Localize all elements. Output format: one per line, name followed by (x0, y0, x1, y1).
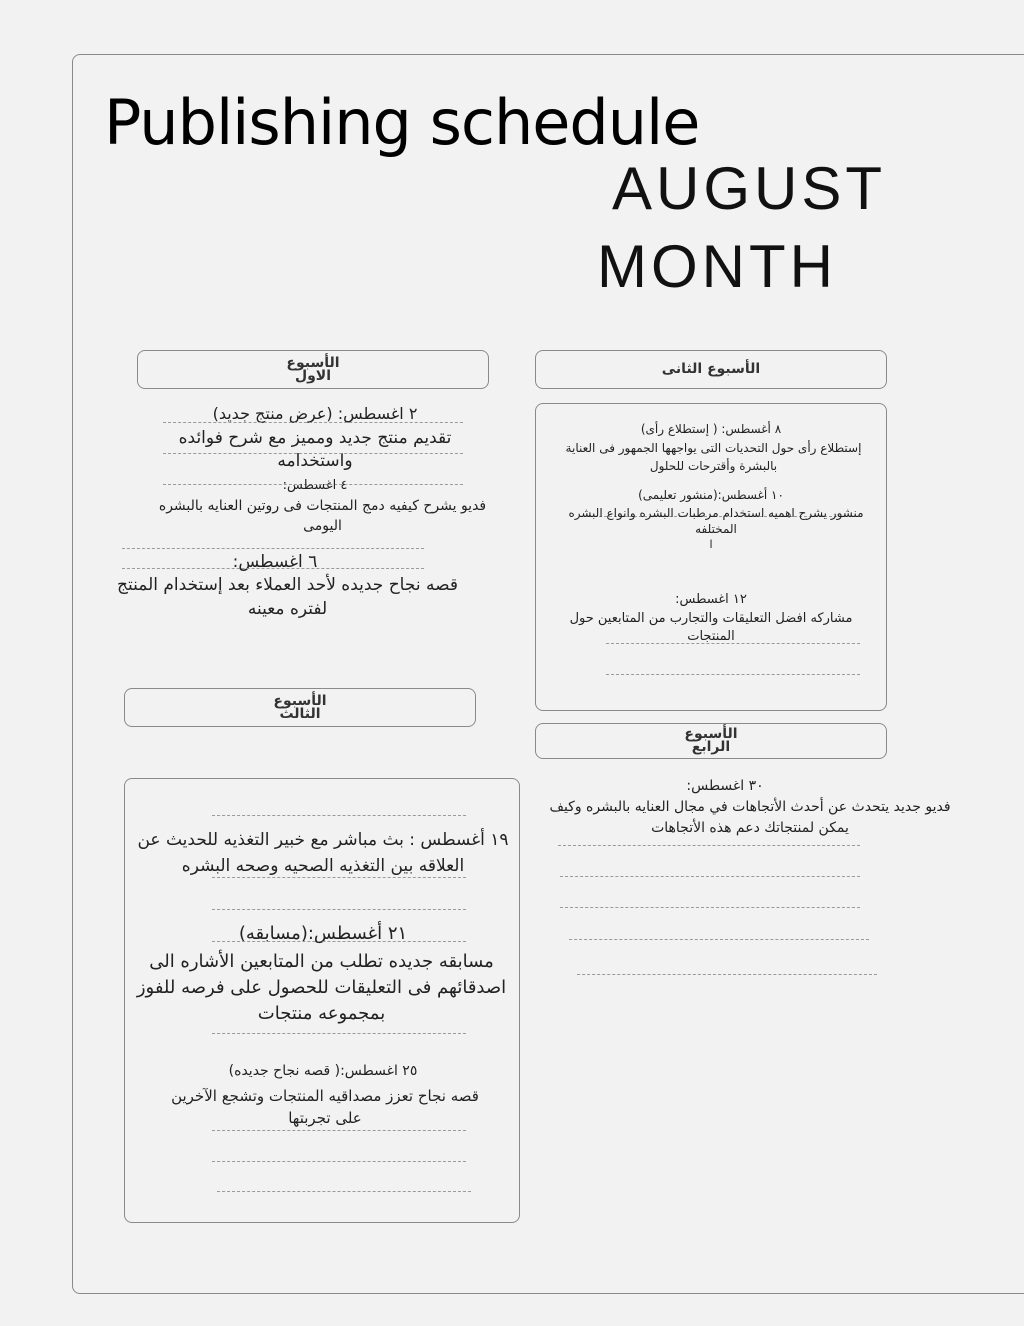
dashed-divider (212, 1161, 466, 1162)
week3-entry2-date: ٢١ أغسطس:(مسابقه) (238, 923, 408, 944)
week4-label (535, 723, 887, 759)
dashed-divider (122, 548, 424, 549)
week2-entry2-extra: ا (709, 538, 713, 551)
week1-label-text: الأسبوع الاول (286, 354, 340, 384)
week3-box (124, 778, 520, 1223)
dashed-divider (122, 568, 424, 569)
week2-box (535, 403, 887, 711)
week3-label (124, 688, 476, 727)
month-title-line1: AUGUST (612, 155, 887, 222)
week1-entry3-date: ٦ اغسطس: (232, 552, 318, 572)
week4-entry1-date: ٣٠ اغسطس: (686, 778, 764, 794)
week1-entry2-date: ٤ اغسطس: (282, 478, 348, 493)
dashed-divider (212, 941, 466, 942)
week2-label-text: الأسبوع الثانى (661, 361, 761, 377)
dashed-divider (558, 845, 860, 846)
dashed-divider (569, 939, 869, 940)
week3-entry3-text: قصه نجاح تعزز مصداقيه المنتجات وتشجع الآخرين على تجربتها (171, 1087, 479, 1127)
dashed-divider (606, 674, 860, 675)
week2-entry2-text: منشور يشرح اهميه استخدام مرطبات البشره وانواع البشره المختلفه (568, 506, 864, 536)
dashed-divider (577, 974, 877, 975)
dashed-divider (212, 815, 466, 816)
dashed-divider (212, 1033, 466, 1034)
week1-entry2-text: فديو يشرح كيفيه دمج المنتجات فى روتين العنايه بالبشره اليومى (158, 498, 487, 534)
week2-entry3-text: مشاركه افضل التعليقات والتجارب من المتابعين حول المنتجات (569, 611, 853, 644)
week1-entry3-text: قصه نجاح جديده لأحد العملاء بعد إستخدام المنتج لفتره معينه (117, 575, 458, 619)
week3-entry2-text: مسابقه جديده تطلب من المتابعين الأشاره الى اصدقائهم فى التعليقات للحصول على فرصه للفوز بمجموعه منتجات (136, 951, 507, 1024)
week1-entry1-text: تقديم منتج جديد ومميز مع شرح فوائده واستخدامه (178, 428, 452, 471)
week2-entry3-date: ١٢ اغسطس: (675, 592, 747, 607)
week2-entry1-date: ٨ أغسطس: ( إستطلاع رأى) (640, 422, 782, 436)
week4-entry1-text: فديو جديد يتحدث عن أحدث الأتجاهات في مجال العنايه بالبشره وكيف يمكن لمنتجاتك دعم هذه الأتجاهات (549, 799, 951, 836)
dashed-divider (163, 453, 463, 454)
page-title: Publishing schedule (104, 86, 700, 159)
month-title-line2: MONTH (597, 233, 837, 300)
dashed-divider (212, 1130, 466, 1131)
week3-entry1-text: ١٩ أغسطس : بث مباشر مع خبير التغذيه للحديث عن العلاقه بين التغذيه الصحيه وصحه البشره (137, 830, 509, 876)
week2-entry2-date: ١٠ أغسطس:(منشور تعليمى) (638, 488, 784, 502)
week2-entry1-text: إستطلاع رأى حول التحديات التى يواجهها الجمهور فى العناية بالبشرة وأقترحات للحلول (565, 441, 862, 473)
dashed-divider (163, 422, 463, 423)
dashed-divider (212, 909, 466, 910)
dashed-divider (560, 876, 860, 877)
week1-entry1-date: ٢ اغسطس: (عرض منتج جديد) (212, 404, 418, 423)
dashed-divider (212, 877, 466, 878)
week1-label (137, 350, 489, 389)
week3-entry3-date: ٢٥ اغسطس:( قصه نجاح جديده) (228, 1063, 418, 1079)
week2-label (535, 350, 887, 389)
week4-label-text: الأسبوع الرابع (684, 726, 738, 755)
week3-label-text: الأسبوع الثالث (273, 692, 327, 722)
dashed-divider (606, 643, 860, 644)
dashed-divider (560, 907, 860, 908)
dashed-divider (217, 1191, 471, 1192)
